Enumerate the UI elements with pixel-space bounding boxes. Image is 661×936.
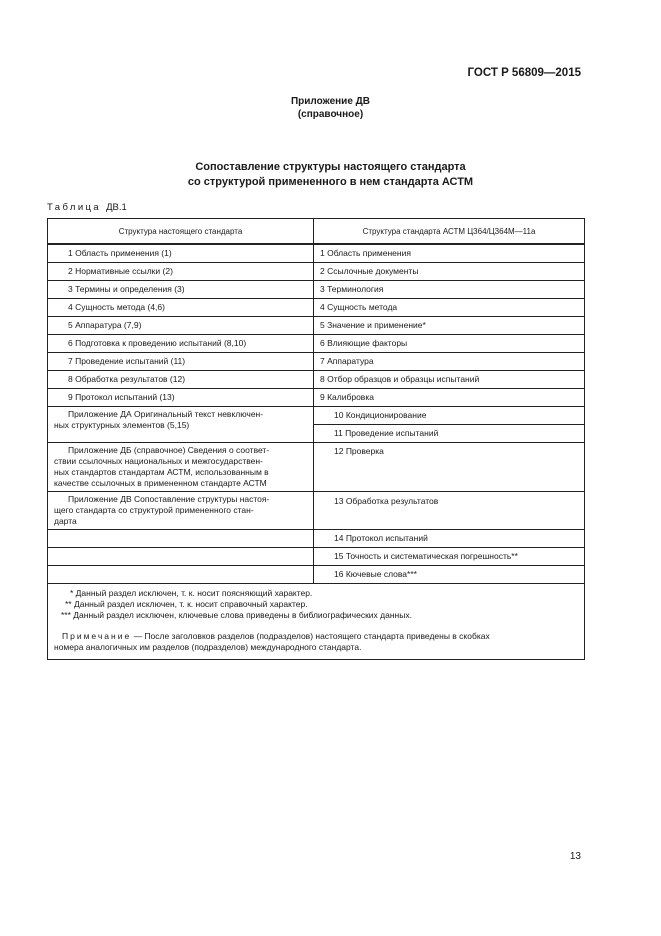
- table-notes: [48, 584, 584, 659]
- left-cell: 1 Область применения (1): [68, 248, 172, 258]
- footnote: ** Данный раздел исключен, т. к. носит справочный характер.: [65, 599, 308, 609]
- table-row: [48, 566, 585, 584]
- table-label: [47, 202, 127, 213]
- right-cell: 1 Область применения: [320, 248, 411, 258]
- table-label-prefix: Таблица: [47, 202, 102, 213]
- table-row: [48, 244, 585, 263]
- table-row: [48, 317, 585, 335]
- right-cell: 3 Терминология: [320, 284, 384, 294]
- table-row: [48, 299, 585, 317]
- left-cell: 8 Обработка результатов (12): [68, 374, 186, 384]
- note-continuation: номера аналогичных им разделов (подразделов) международного стандарта.: [54, 642, 362, 652]
- left-cell: 6 Подготовка к проведению испытаний (8,10): [68, 338, 247, 348]
- annex-subtitle: (справочное): [297, 109, 364, 120]
- annex-db-text: Приложение ДБ (справочное) Сведения о соответ- ствии ссылочных национальных и межгосударствен- ных стандартов стандартам АСТМ, использованным в качестве ссылочных в примененном стандарте АСТМ: [54, 445, 270, 488]
- left-cell: 3 Термины и определения (3): [68, 284, 185, 294]
- right-cell: 11 Проведение испытаний: [314, 424, 584, 442]
- footnote: * Данный раздел исключен, т. к. носит поясняющий характер.: [70, 588, 313, 598]
- annex-heading: [0, 95, 661, 121]
- table-row: [48, 371, 585, 389]
- right-cell: 5 Значение и применение*: [320, 320, 426, 330]
- header-right: Структура стандарта АСТМ Ц364/Ц364М—11а: [314, 219, 585, 245]
- table-row: [48, 530, 585, 548]
- table-row: [48, 263, 585, 281]
- right-cell: 2 Ссылочные документы: [320, 266, 419, 276]
- annex-dv-text: Приложение ДВ Сопоставление структуры настоя- щего стандарта со структурой примененного стан- дарта: [54, 494, 270, 526]
- header-left: Структура настоящего стандарта: [48, 219, 314, 245]
- note: [54, 631, 578, 642]
- table-header-row: [48, 219, 585, 245]
- annex-title: Приложение ДВ: [290, 96, 371, 107]
- right-cell: 6 Влияющие факторы: [320, 338, 408, 348]
- section-title-line-1: Сопоставление структуры настоящего стандарта: [195, 161, 466, 173]
- section-title-line-2: со структурой примененного в нем стандарта АСТМ: [187, 176, 474, 188]
- table-row: [48, 548, 585, 566]
- note-text: — После заголовков разделов (подразделов) настоящего стандарта приведены в скобках: [131, 631, 490, 641]
- table-row-annex-db: [48, 443, 585, 492]
- table-row-annex-da: [48, 407, 585, 443]
- right-cell: 8 Отбор образцов и образцы испытаний: [320, 374, 480, 384]
- left-cell: 9 Протокол испытаний (13): [68, 392, 175, 402]
- footnote: *** Данный раздел исключен, ключевые слова приведены в библиографических данных.: [61, 610, 412, 620]
- table-row: [48, 353, 585, 371]
- table-row: [48, 281, 585, 299]
- note-label: Примечание: [62, 631, 132, 641]
- right-cell: 14 Протокол испытаний: [334, 533, 428, 543]
- comparison-table: [47, 218, 585, 660]
- table-row: [48, 335, 585, 353]
- left-cell: 5 Аппаратура (7,9): [68, 320, 142, 330]
- table-row: [48, 389, 585, 407]
- left-cell: 2 Нормативные ссылки (2): [68, 266, 173, 276]
- left-cell: 4 Сущность метода (4,6): [68, 302, 165, 312]
- document-id: ГОСТ Р 56809—2015: [467, 67, 581, 79]
- table-row-annex-dv: [48, 492, 585, 530]
- table-label-number: ДВ.1: [106, 202, 127, 213]
- annex-da-text: Приложение ДА Оригинальный текст невключен- ных структурных элементов (5,15): [54, 409, 264, 430]
- left-cell: 7 Проведение испытаний (11): [68, 356, 186, 366]
- right-cell: 7 Аппаратура: [320, 356, 374, 366]
- right-cell: 15 Точность и систематическая погрешность**: [334, 551, 518, 561]
- right-cell: 4 Сущность метода: [320, 302, 398, 312]
- right-cell: 10 Кондиционирование: [334, 410, 427, 420]
- table-notes-row: [48, 584, 585, 660]
- right-cell: 16 Кючевые слова***: [334, 569, 417, 579]
- right-cell: 13 Обработка результатов: [334, 496, 439, 506]
- section-title: [0, 160, 661, 190]
- right-cell: 9 Калибровка: [320, 392, 374, 402]
- right-cell: 12 Проверка: [334, 446, 384, 456]
- page-number: 13: [569, 851, 581, 862]
